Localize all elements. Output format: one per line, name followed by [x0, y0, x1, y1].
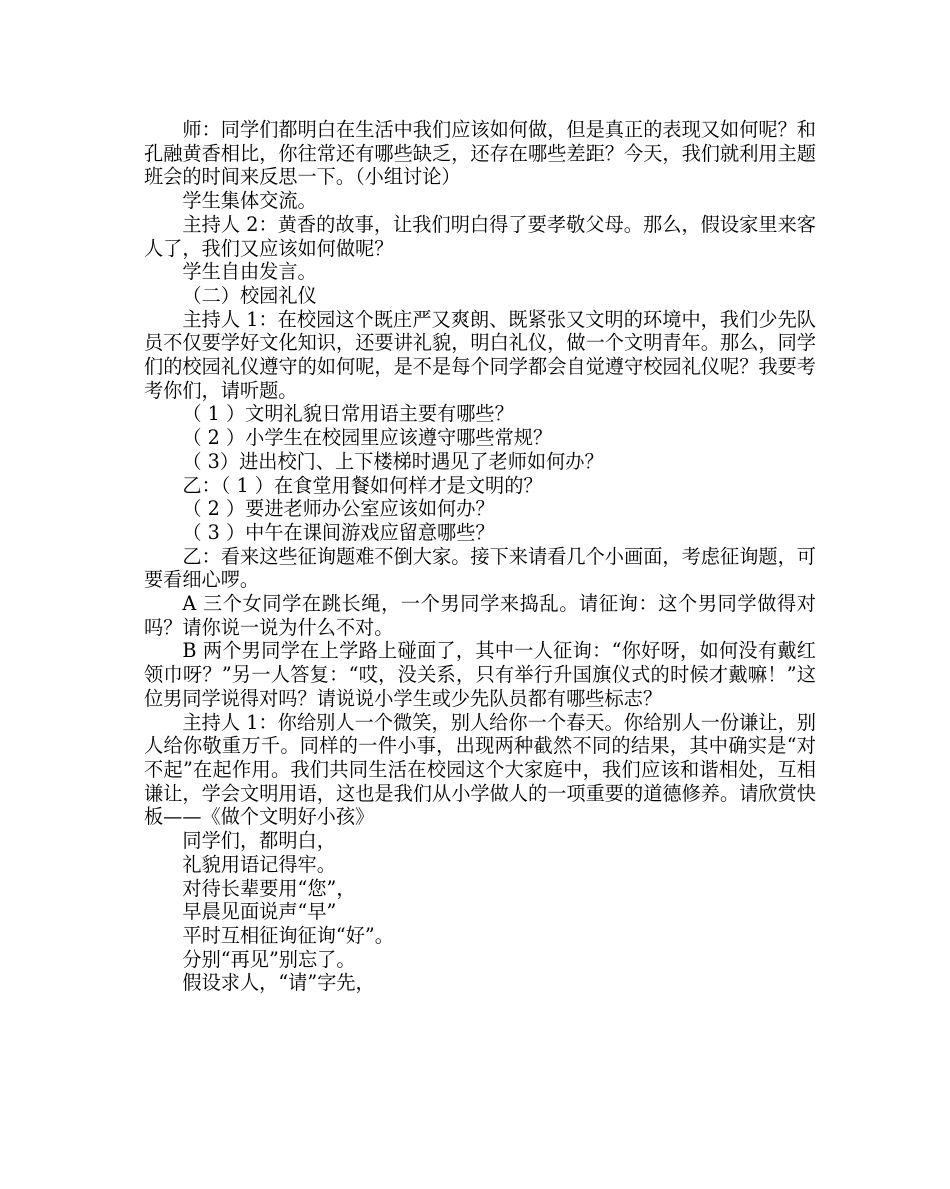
- question-item: （ 3）进出校门、上下楼梯时遇见了老师如何办？: [182, 449, 604, 473]
- paragraph: 主持人 1：在校园这个既庄严又爽朗、既紧张又文明的环境中，我们少先队员不仅要学好文化知识，还要讲礼貌，明白礼仪，做一个文明青年。那么，同学们的校园礼仪遵守的如何呢，是不是每个同学都会自觉遵守校园礼仪呢？我要考考你们，请听题。: [144, 307, 816, 402]
- question-item: （ 1 ）文明礼貌日常用语主要有哪些？: [182, 402, 514, 426]
- verse-line: 同学们，都明白，: [182, 829, 336, 853]
- verse-line: 礼貌用语记得牢。: [182, 852, 336, 876]
- paragraph: 学生自由发言。: [182, 260, 317, 284]
- paragraph: A 三个女同学在跳长绳，一个男同学来捣乱。请征询：这个男同学做得对吗？请你说一说为什么不对。: [144, 592, 816, 639]
- verse-line: 平时互相征询征询“好”。: [182, 923, 394, 947]
- document-page: [144, 118, 816, 995]
- paragraph: 学生集体交流。: [182, 189, 317, 213]
- verse-line: 对待长辈要用“您”，: [182, 876, 356, 900]
- paragraph: 师：同学们都明白在生活中我们应该如何做，但是真正的表现又如何呢？和孔融黄香相比，你往常还有哪些缺乏，还存在哪些差距？今天，我们就利用主题班会的时间来反思一下。（小组讨论）: [144, 118, 816, 189]
- question-item: （ 2 ）要进老师办公室应该如何办？: [182, 497, 495, 521]
- section-heading: （二）校园礼仪: [182, 283, 317, 307]
- question-item: 乙：（ 1 ）在食堂用餐如何样才是文明的？: [182, 473, 543, 497]
- verse-line: 假设求人，“请”字先，: [182, 971, 375, 995]
- paragraph: 主持人 1：你给别人一个微笑，别人给你一个春天。你给别人一份谦让，别人给你敬重万千。同样的一件小事，出现两种截然不同的结果，其中确实是“对不起”在起作用。我们共同生活在校园这个大家庭中，我们应该和谐相处，互相谦让，学会文明用语，这也是我们从小学做人的一项重要的道德修养。请欣赏快板——《做个文明好小孩》: [144, 710, 816, 829]
- paragraph: 主持人 2：黄香的故事，让我们明白得了要孝敬父母。那么，假设家里来客人了，我们又应该如何做呢？: [144, 212, 816, 260]
- verse-line: 分别“再见”别忘了。: [182, 947, 356, 971]
- paragraph: 乙：看来这些征询题难不倒大家。接下来请看几个小画面，考虑征询题，可要看细心啰。: [144, 544, 816, 592]
- verse-line: 早晨见面说声“早”: [182, 900, 337, 924]
- question-item: （ 3 ）中午在课间游戏应留意哪些？: [182, 520, 495, 544]
- paragraph: B 两个男同学在上学路上碰面了，其中一人征询：“你好呀，如何没有戴红领巾呀？”另一人答复：“哎，没关系，只有举行升国旗仪式的时候才戴嘛！”这位男同学说得对吗？请说说小学生或少先队员都有哪些标志？: [144, 639, 816, 710]
- question-item: （ 2 ）小学生在校园里应该遵守哪些常规？: [182, 426, 553, 450]
